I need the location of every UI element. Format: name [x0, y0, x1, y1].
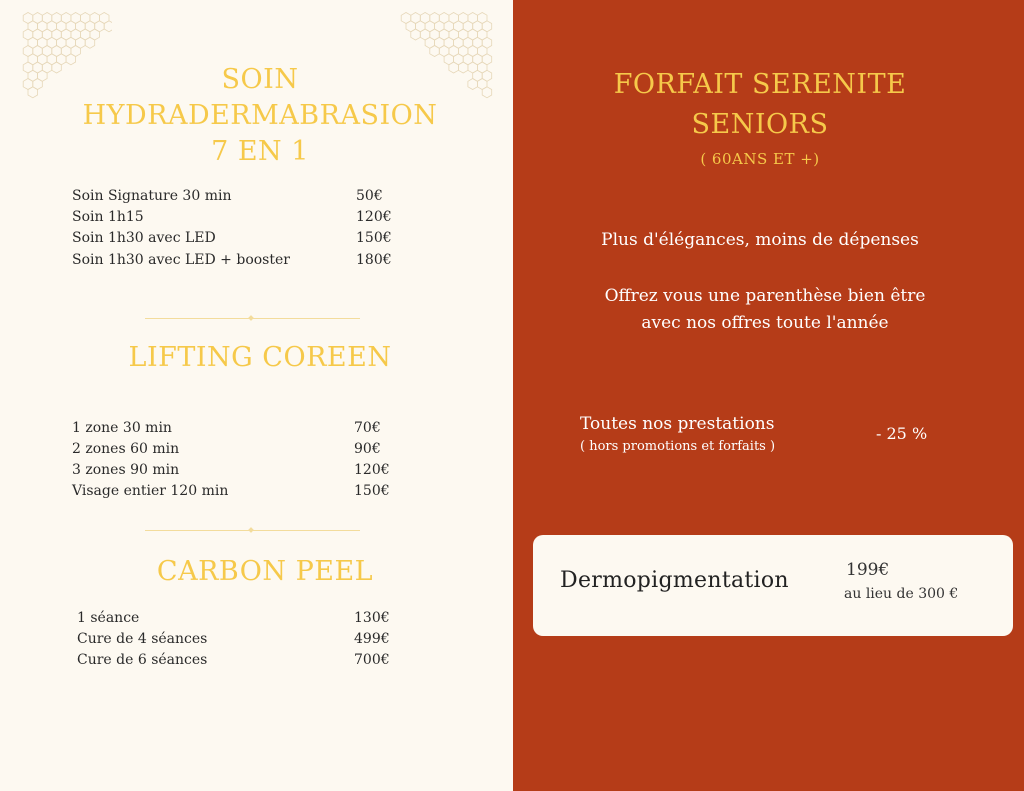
price-row: 1 zone 30 min 70€	[72, 420, 381, 436]
discount-note: ( hors promotions et forfaits )	[580, 439, 776, 454]
price-row: Visage entier 120 min 150€	[72, 483, 390, 499]
forfait-subtitle: ( 60ANS ET +)	[700, 150, 820, 168]
honeycomb-cell	[28, 87, 38, 98]
offer-line-2: avec nos offres toute l'année	[641, 313, 889, 333]
offer-line-1: Offrez vous une parenthèse bien être	[604, 286, 926, 306]
price-row: 2 zones 60 min 90€	[72, 441, 381, 457]
forfait-title: FORFAIT SERENITE SENIORS	[613, 69, 907, 140]
honeycomb-cell	[85, 37, 95, 48]
card-service-name: Dermopigmentation	[560, 568, 789, 593]
honeycomb-cell	[104, 21, 112, 32]
card-old-price: au lieu de 300 €	[844, 586, 959, 602]
honeycomb-cell	[411, 29, 421, 40]
price-row: Cure de 4 séances 499€	[77, 631, 390, 647]
tagline: Plus d'élégances, moins de dépenses	[601, 230, 919, 250]
card-price: 199€	[846, 560, 890, 580]
price-row: Soin 1h15 120€	[72, 209, 392, 225]
price-row: 3 zones 90 min 120€	[72, 462, 390, 478]
price-row: Soin Signature 30 min 50€	[72, 188, 383, 204]
honeycomb-cell	[482, 87, 492, 98]
honeycomb-cell	[430, 46, 440, 57]
section-title-hydradermabrasion: SOIN HYDRADERMABRASION 7 EN 1	[82, 64, 438, 167]
section-title-carbon-peel: CARBON PEEL	[156, 556, 374, 587]
discount-value: - 25 %	[876, 424, 928, 443]
price-row: 1 séance 130€	[77, 610, 390, 626]
section-title-lifting-coreen: LIFTING COREEN	[128, 342, 392, 373]
offer-card	[533, 535, 1013, 636]
price-row: Soin 1h30 avec LED + booster 180€	[72, 252, 392, 268]
discount-label: Toutes nos prestations	[580, 414, 775, 434]
price-row: Cure de 6 séances 700€	[77, 652, 390, 668]
price-row: Soin 1h30 avec LED 150€	[72, 230, 392, 246]
